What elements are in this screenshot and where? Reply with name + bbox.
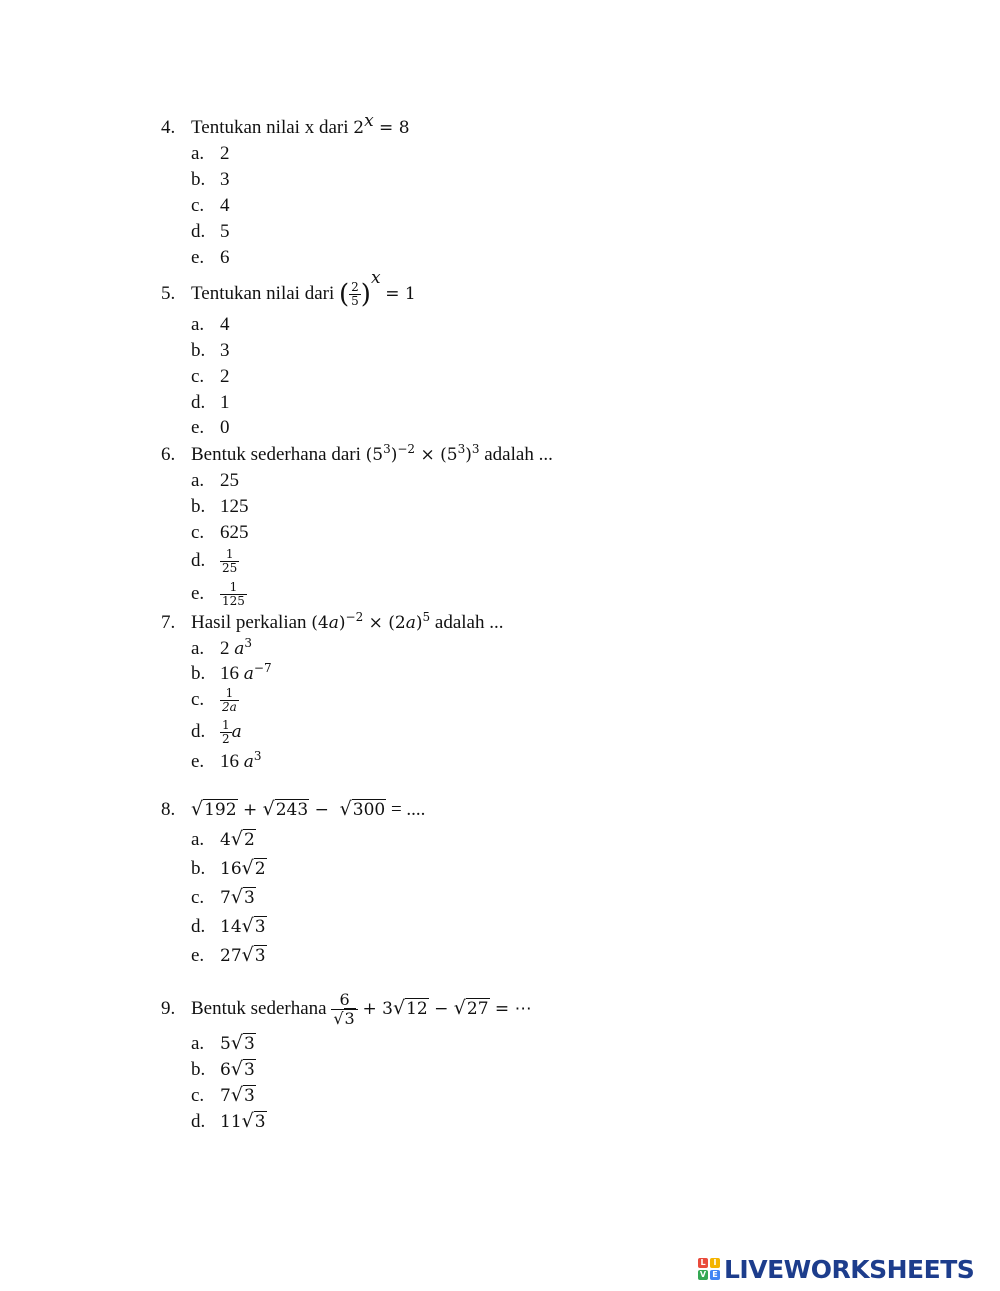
option-c[interactable]: c. 4 [191,195,230,216]
equation: $\frac{6}{√3}$ + 3√12 − √27 = ⋯ [333,990,532,1029]
question-suffix: adalah ... [484,444,553,465]
option-e[interactable]: e. 27√3 [191,944,266,966]
question-number: 4. [161,117,176,138]
option-a[interactable]: a. 2 [191,143,230,164]
equation: $(4a)^{-2} \times (2a)^5$ [311,610,431,633]
option-d[interactable]: d. 14√3 [191,915,266,937]
question-text: Hasil perkalian [191,612,307,633]
option-b[interactable]: b. 125 [191,496,249,517]
option-b[interactable]: b. 16 $a^{-7}$ [191,661,272,684]
option-e[interactable]: e. 0 [191,417,230,438]
question-number: 8. [161,799,176,820]
option-d[interactable]: d. $\frac{1}{25}$ [191,547,238,576]
option-c[interactable]: c. 7√3 [191,886,255,908]
question-text: Tentukan nilai x dari [191,117,349,138]
option-a[interactable]: a. 2 $a^3$ [191,636,253,659]
equation: ( $\frac{2}{5}$ )$^x$ = 1 [338,268,416,310]
question-number: 9. [161,998,176,1019]
option-a[interactable]: a. 4√2 [191,828,255,850]
equation: $2^x = 8$ [353,111,410,138]
question-4 [161,111,410,140]
option-d[interactable]: d. 5 [191,221,230,242]
question-text: Bentuk sederhana dari [191,444,361,465]
equation: √192 + √243 − √300 [191,798,386,820]
option-b[interactable]: b. 16√2 [191,857,266,879]
logo-text: LIVEWORKSHEETS [724,1254,975,1284]
option-c[interactable]: c. 625 [191,522,249,543]
option-c[interactable]: c. 2 [191,366,230,387]
option-e[interactable]: e. 6 [191,247,230,268]
equation: $(5^3)^{-2} \times (5^3)^3$ [365,442,480,465]
option-c[interactable]: c. $\frac{1}{2a}$ [191,686,237,715]
question-number: 6. [161,444,176,465]
option-a[interactable]: a. 25 [191,470,239,491]
option-d[interactable]: d. 11√3 [191,1110,266,1132]
option-d[interactable]: d. $\frac{1}{2}$ a [191,718,242,747]
question-6 [161,443,553,467]
question-7 [161,611,503,635]
option-a[interactable]: a. 5√3 [191,1032,255,1054]
option-a[interactable]: a. 4 [191,314,230,335]
option-d[interactable]: d. 1 [191,392,230,413]
logo-icon: L I V E [698,1258,720,1280]
question-text: Tentukan nilai dari [191,283,335,304]
question-suffix: = .... [390,799,426,820]
option-b[interactable]: b. 6√3 [191,1058,255,1080]
question-suffix: adalah ... [434,612,504,633]
question-number: 5. [161,283,176,304]
question-number: 7. [161,612,176,633]
option-b[interactable]: b. 3 [191,340,230,361]
question-9 [161,986,532,1031]
option-e[interactable]: e. 16 $a^3$ [191,749,262,772]
option-b[interactable]: b. 3 [191,169,230,190]
question-text: Bentuk sederhana [191,998,327,1019]
question-8 [161,797,425,822]
option-e[interactable]: e. $\frac{1}{125}$ [191,580,245,609]
option-c[interactable]: c. 7√3 [191,1084,255,1106]
liveworksheets-logo [698,1253,974,1285]
question-5 [161,268,416,311]
